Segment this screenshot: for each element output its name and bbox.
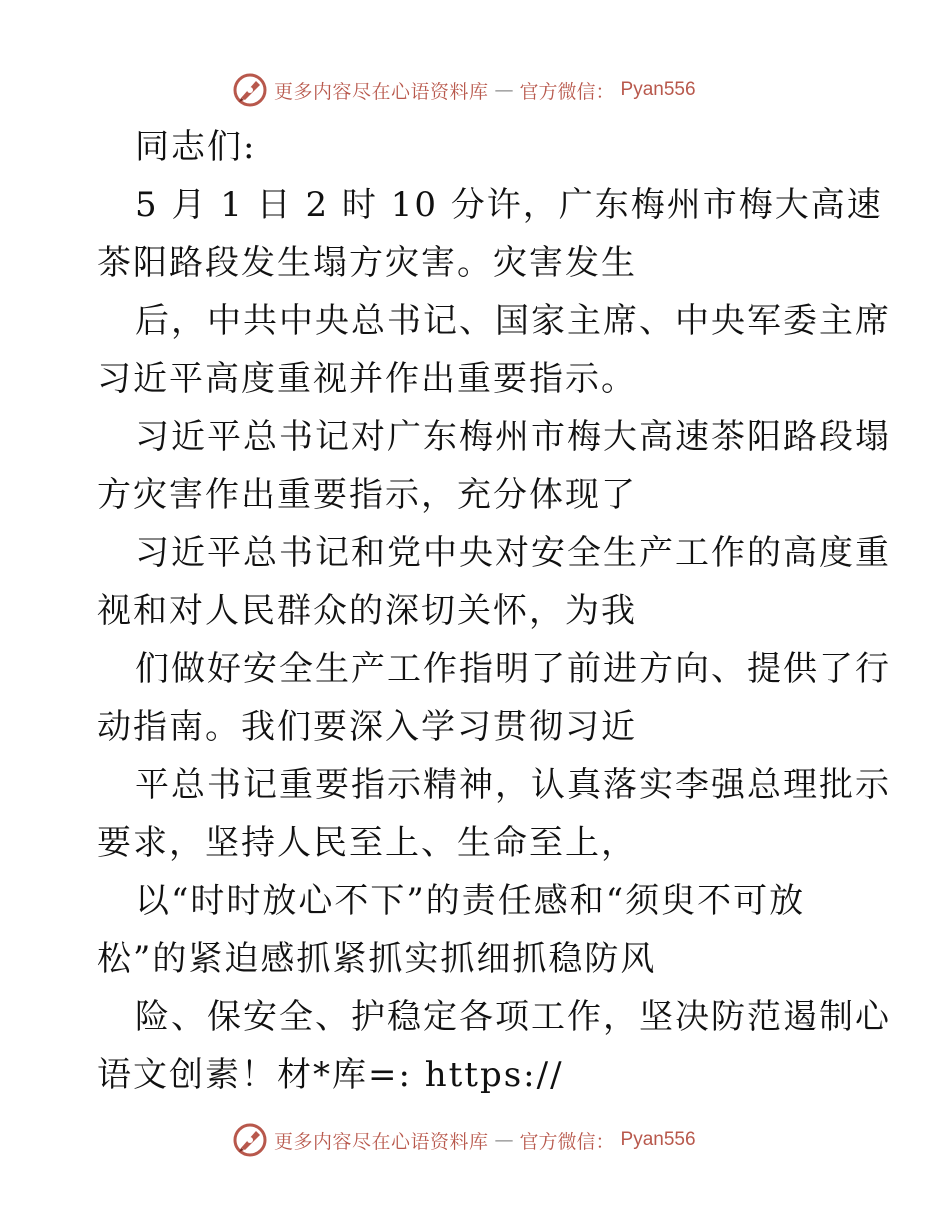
text-line: 松”的紧迫感抓紧抓实抓细抓稳防风 (97, 939, 657, 979)
text-line: 险、保安全、护稳定各项工作，坚决防范遏制心 (135, 997, 891, 1037)
watermark-brand: 更多内容尽在心语资料库 (274, 1130, 489, 1153)
text-line: 5 月 1 日 2 时 10 分许，广东梅州市梅大高速 (135, 185, 883, 225)
watermark-brand: 更多内容尽在心语资料库 (274, 80, 489, 103)
text-line: 以“时时放心不下”的责任感和“须臾不可放 (135, 881, 806, 921)
watermark-separator: — (494, 1129, 514, 1151)
text-line: 动指南。我们要深入学习贯彻习近 (97, 707, 637, 747)
watermark-wechat-id: Pyan556 (620, 79, 696, 100)
text-line: 习近平总书记对广东梅州市梅大高速茶阳路段塌 (135, 417, 891, 457)
watermark-wechat-id: Pyan556 (620, 1129, 696, 1150)
text-line: 语文创素！材*库=: https:// (97, 1055, 564, 1095)
text-line: 视和对人民群众的深切关怀，为我 (97, 591, 637, 631)
text-line: 平总书记重要指示精神，认真落实李强总理批示 (135, 765, 891, 805)
pen-logo-icon (232, 72, 268, 108)
document-body (97, 118, 891, 1104)
pen-logo-icon (232, 1122, 268, 1158)
text-line: 茶阳路段发生塌方灾害。灾害发生 (97, 243, 637, 283)
text-line: 后，中共中央总书记、国家主席、中央军委主席 (135, 301, 891, 341)
watermark-separator: — (494, 79, 514, 101)
text-line: 方灾害作出重要指示，充分体现了 (97, 475, 637, 515)
watermark-header (232, 70, 696, 110)
text-line: 们做好安全生产工作指明了前进方向、提供了行 (135, 649, 891, 689)
watermark-footer (232, 1120, 696, 1160)
watermark-wechat-label: 官方微信： (519, 1130, 615, 1153)
text-line: 习近平总书记和党中央对安全生产工作的高度重 (135, 533, 891, 573)
text-line: 同志们: (135, 127, 257, 167)
text-line: 习近平高度重视并作出重要指示。 (97, 359, 637, 399)
text-line: 要求，坚持人民至上、生命至上， (97, 823, 637, 863)
watermark-wechat-label: 官方微信： (519, 80, 615, 103)
